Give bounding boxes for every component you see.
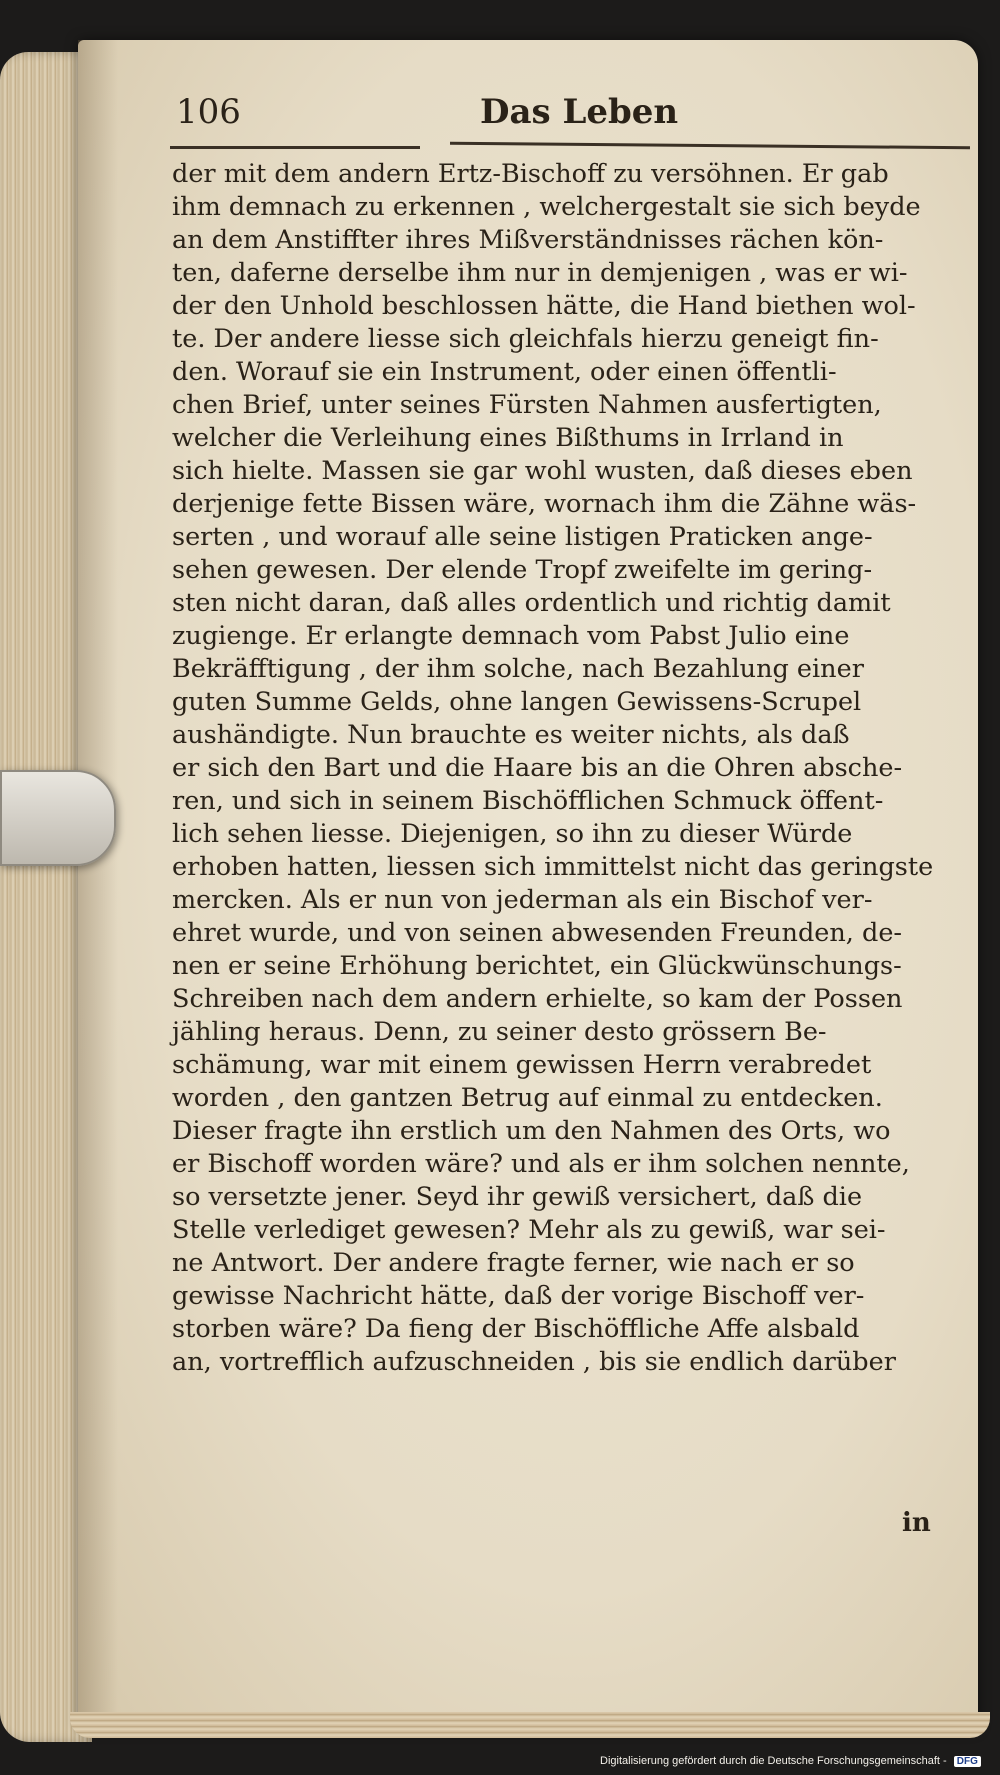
text-line: so versetzte jener. Seyd ihr gewiß versichert, daß die	[172, 1182, 863, 1212]
text-line: ehret wurde, und von seinen abwesenden Freunden, de-	[172, 918, 903, 948]
text-line: ihm demnach zu erkennen , welchergestalt sie sich beyde	[172, 192, 921, 222]
text-line: ten, daferne derselbe ihm nur in demjenigen , was er wi-	[172, 258, 908, 288]
text-line: sehen gewesen. Der elende Tropf zweifelte im gering-	[172, 555, 873, 585]
text-line: zugienge. Er erlangte demnach vom Pabst Julio eine	[172, 621, 850, 651]
text-line: an dem Anstiffter ihres Mißverständnisses rächen kön-	[172, 225, 884, 255]
text-line: Stelle verlediget gewesen? Mehr als zu gewiß, war sei-	[172, 1215, 886, 1245]
text-line: guten Summe Gelds, ohne langen Gewissens-Scrupel	[172, 687, 862, 717]
text-line: den. Worauf sie ein Instrument, oder einen öffentli-	[172, 357, 837, 387]
text-line: welcher die Verleihung eines Bißthums in Irrland in	[172, 423, 844, 453]
page-number: 106	[176, 92, 241, 132]
text-line: ne Antwort. Der andere fragte ferner, wie nach er so	[172, 1248, 855, 1278]
dfg-logo: DFG	[954, 1756, 981, 1767]
header-rule-left	[170, 146, 420, 149]
text-line: Dieser fragte ihn erstlich um den Nahmen des Orts, wo	[172, 1116, 891, 1146]
text-line: lich sehen liesse. Diejenigen, so ihn zu dieser Würde	[172, 819, 853, 849]
text-line: der den Unhold beschlossen hätte, die Hand biethen wol-	[172, 291, 916, 321]
text-line: storben wäre? Da fieng der Bischöffliche Affe alsbald	[172, 1314, 860, 1344]
text-line: er Bischoff worden wäre? und als er ihm solchen nennte,	[172, 1149, 910, 1179]
running-head: Das Leben	[480, 92, 679, 132]
text-line: serten , und worauf alle seine listigen Praticken ange-	[172, 522, 873, 552]
text-line: derjenige fette Bissen wäre, wornach ihm die Zähne wäs-	[172, 489, 917, 519]
text-line: er sich den Bart und die Haare bis an die Ohren absche-	[172, 753, 903, 783]
text-line: schämung, war mit einem gewissen Herrn verabredet	[172, 1050, 872, 1080]
gutter-shadow	[78, 40, 118, 1730]
text-line: an, vortrefflich aufzuschneiden , bis sie endlich darüber	[172, 1347, 896, 1377]
text-line: der mit dem andern Ertz-Bischoff zu versöhnen. Er gab	[172, 159, 889, 189]
text-line: Schreiben nach dem andern erhielte, so kam der Possen	[172, 984, 903, 1014]
body-text	[172, 158, 972, 1379]
text-line: mercken. Als er nun von jederman als ein Bischof ver-	[172, 885, 873, 915]
text-line: aushändigte. Nun brauchte es weiter nichts, als daß	[172, 720, 850, 750]
text-line: Bekräfftigung , der ihm solche, nach Bezahlung einer	[172, 654, 864, 684]
text-line: ren, und sich in seinem Bischöfflichen Schmuck öffent-	[172, 786, 884, 816]
text-line: chen Brief, unter seines Fürsten Nahmen ausfertigten,	[172, 390, 882, 420]
footer-credit	[600, 1755, 980, 1773]
text-line: jähling heraus. Denn, zu seiner desto grössern Be-	[172, 1017, 827, 1047]
text-line: nen er seine Erhöhung berichtet, ein Glückwünschungs-	[172, 951, 902, 981]
text-line: sich hielte. Massen sie gar wohl wusten, daß dieses eben	[172, 456, 913, 486]
text-line: sten nicht daran, daß alles ordentlich und richtig damit	[172, 588, 891, 618]
text-line: erhoben hatten, liessen sich immittelst nicht das geringste	[172, 852, 934, 882]
footer-credit-text: Digitalisierung gefördert durch die Deutsche Forschungsgemeinschaft -	[600, 1755, 947, 1767]
book-clip	[0, 770, 116, 866]
text-line: te. Der andere liesse sich gleichfals hierzu geneigt fin-	[172, 324, 879, 354]
page-stack-bottom-edge	[70, 1712, 990, 1738]
text-line: worden , den gantzen Betrug auf einmal zu entdecken.	[172, 1083, 883, 1113]
text-line: gewisse Nachricht hätte, daß der vorige Bischoff ver-	[172, 1281, 865, 1311]
catchword: in	[902, 1508, 931, 1538]
